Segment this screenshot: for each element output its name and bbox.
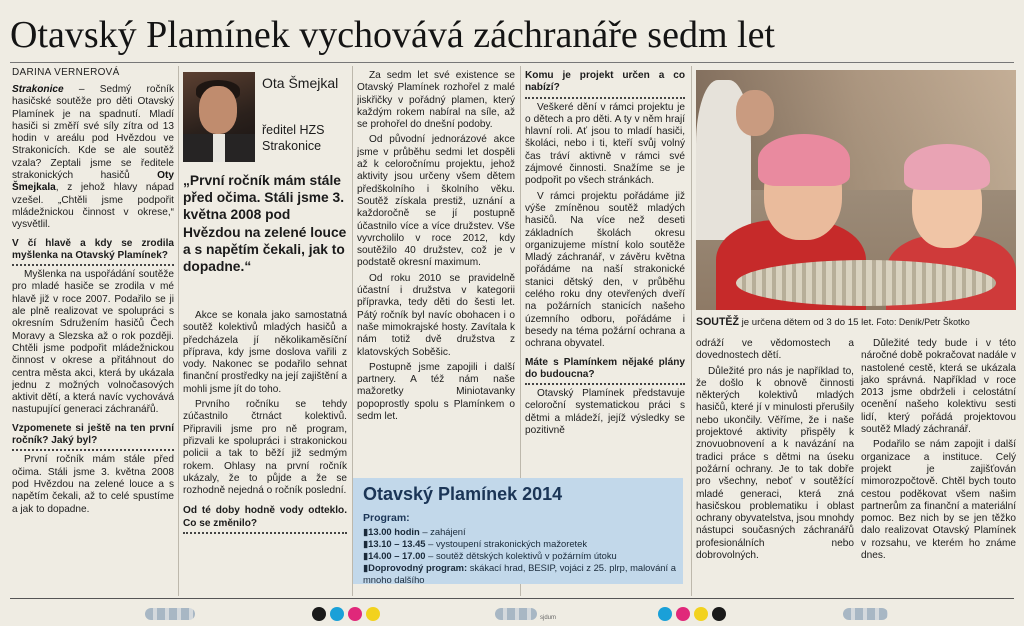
cyan-swatch bbox=[330, 607, 344, 621]
article-column-3 bbox=[357, 70, 515, 475]
program-row: ▮14.00 – 17.00 – soutěž dětských kolektivů v požárním útoku bbox=[363, 550, 617, 561]
registration-bar bbox=[843, 608, 888, 620]
lead-name: Oty Šmejkala bbox=[12, 170, 174, 194]
caption-bold: SOUTĚŽ bbox=[696, 316, 739, 328]
paragraph: Prvního ročníku se tehdy zúčastnilo čtrnáct kolektivů. Připravili jsme pro ně program, přizvali ke spolupráci i strakonickou policii a tak to běží již sedmým rokem. Ohlasy na první ročník ukázaly, že to půjde a že se rozhodně nejedná o ročník poslední. bbox=[183, 399, 347, 497]
portrait-photo bbox=[183, 72, 255, 162]
question-5: Máte s Plamínkem nějaké plány do budoucna? bbox=[525, 357, 685, 386]
paragraph: V rámci projektu pořádáme již výše zmíněnou soutěž mladých hasičů. Na více než deseti základních školách okresu organizujeme místní kolo soutěže Mladý záchranář, v závěru května pořádáme na naší strakonické stanici dětský den, v průběhu celého roku dny otevřených dveří na požárních stanicích našeho územního odboru, pořádáme i besedy na téma požární ochrana a ochrana obyvatel. bbox=[525, 190, 685, 350]
article-column-1 bbox=[12, 84, 174, 594]
print-mark: sjdum bbox=[540, 615, 557, 621]
registration-bar bbox=[495, 608, 537, 620]
program-box bbox=[353, 478, 683, 584]
article-column-4 bbox=[525, 70, 685, 475]
photo-caption bbox=[696, 316, 970, 328]
headline: Otavský Plamínek vychovává záchranáře sedm let bbox=[10, 14, 775, 56]
lead-text: – Sedmý ročník hasičské soutěže pro děti Otavský Plamínek je na spadnutí. Mladí hasiči si změří své síly zítra od 13 hodin v areálu pod Hvězdou ve Strakonicích. Kde se ale soutěž vzala? Zeptali jsme se ředitele strakonických hasičů bbox=[12, 84, 174, 182]
article-column-2 bbox=[183, 310, 347, 594]
interviewee-role: ředitel HZS Strakonice bbox=[262, 123, 325, 153]
bottom-rule bbox=[10, 598, 1014, 599]
black-swatch bbox=[712, 607, 726, 621]
program-row: ▮13.00 hodin – zahájení bbox=[363, 526, 466, 537]
yellow-swatch bbox=[366, 607, 380, 621]
paragraph: Od roku 2010 se pravidelně účastní i družstva v kategorii přípravka, tedy děti do šesti let. Pátý ročník byl navíc obohacen i o naše mimokrajské hosty. Zavítala k nám totiž dvě družstva z klatovských Soběšic. bbox=[357, 272, 515, 358]
column-divider bbox=[691, 66, 692, 596]
answer-2: První ročník mám stále před očima. Stáli jsme 3. května 2008 pod Hvězdou na zelené louce a s napětím čekali, až to celé spustíme a jak to dopadne. bbox=[12, 454, 174, 515]
paragraph: Postupně jsme zapojili i další partnery. A též nám naše mažoretky Miniotavanky popoprostly spolu s Plamínkem o sedm let. bbox=[357, 361, 515, 423]
magenta-swatch bbox=[676, 607, 690, 621]
paragraph: Podařilo se nám zapojit i další organizace a instituce. Celý projekt je zajišťován mimorozpočtově. Chtěl bych touto cestou poděkovat všem našim partnerům za finanční a materiální pomoc. Bez nich by se jen těžko dalo realizovat Otavský Plamínek v rozsahu, ve kterém ho známe dnes. bbox=[861, 439, 1016, 562]
lead-place: Strakonice bbox=[12, 84, 64, 95]
question-4: Komu je projekt určen a co nabízí? bbox=[525, 70, 685, 99]
children-photo bbox=[696, 70, 1016, 310]
cyan-swatch bbox=[658, 607, 672, 621]
lead-paragraph bbox=[12, 84, 174, 232]
article-column-5 bbox=[696, 338, 854, 594]
answer-1: Myšlenka na uspořádání soutěže pro mladé hasiče se zrodila v mé hlavě již v roce 2007. Podařilo se ji ale plně realizovat ve spolupráci s okresním Sdružením hasičů Čech Moravy a Slezska až o rok později. Chtěli jsme podpořit mládežnickou činnost v okrese a přitáhnout do centra města akci, která by ukázala jednu z možných volnočasových aktivit dětí, a která navíc vychovává nastupující generaci záchranářů. bbox=[12, 269, 174, 416]
paragraph: Za sedm let své existence se Otavský Plamínek rozhořel z malé jiskřičky v pořádný plamen, který každým rokem nabíral na síle, až se prohořel do dnešní podoby. bbox=[357, 70, 515, 131]
program-title: Otavský Plamínek 2014 bbox=[363, 484, 563, 504]
paragraph: Veškeré dění v rámci projektu je o dětech a pro děti. A ty v něm hrají hlavní roli. Ať jsou to mladí hasiči, školáci, nebo i ti, kteří svůj volný čas tráví aktivně v rámci své zájmové činnosti. Snažíme se je podpořit po všech stránkách. bbox=[525, 101, 685, 187]
paragraph: Otavský Plamínek představuje celoroční systematickou práci s dětmi a mládeží, jejíž výsledky se pozitivně bbox=[525, 388, 685, 437]
interviewee-name: Ota Šmejkal bbox=[262, 75, 339, 91]
yellow-swatch bbox=[694, 607, 708, 621]
registration-bar bbox=[145, 608, 195, 620]
program-row: ▮13.10 – 13.45 – vystoupení strakonických mažoretek bbox=[363, 538, 588, 549]
paragraph: Důležité pro nás je například to, že došlo k obnově činnosti některých kolektivů mladých hasičů, které jí v minulosti přerušily nebo ukončily. Věříme, že i naše projektové aktivity přispěly k znovuobnovení a k navázání na tradici práce s dětmi na úseku požární ochrany. Je to tak dobře pro všechny, neboť v soutěžící mladé generaci, která zná hasičskou problematiku i oblast ochrany obyvatelstva, jsou mnohdy nástupci současných záchranářů profesionálních nebo dobrovolných. bbox=[696, 365, 854, 562]
paragraph: Důležité tedy bude i v této náročné době pokračovat nadále v nastolené cestě, která se ukázala jako správná. Například v roce 2013 jsme obdrželi i celostátní ocenění našeho kolektivu sesti lidí, který pořádá projektovou soutěž Mladý záchranář. bbox=[861, 338, 1016, 436]
photo-credit: Foto: Deník/Petr Škotko bbox=[873, 317, 970, 327]
paragraph: odráží ve vědomostech a dovednostech dětí. bbox=[696, 338, 854, 362]
question-1: V čí hlavě a kdy se zrodila myšlenka na Otavský Plamínek? bbox=[12, 238, 174, 267]
caption-text: je určena dětem od 3 do 15 let. bbox=[738, 317, 874, 328]
column-divider bbox=[178, 66, 179, 596]
black-swatch bbox=[312, 607, 326, 621]
program-row: ▮Doprovodný program: skákací hrad, BESIP, vojáci z 25. plrp, malování a mnoho dalšího bbox=[363, 562, 676, 585]
program-label: Program: bbox=[363, 512, 410, 524]
paragraph: Od původní jednorázové akce jsme v průběhu sedmi let dospěli až k celoročnímu projektu, jehož aktivity jsou určeny všem dětem předškolního i školního věku. Soutěž získala prestiž, uznání a každoročně se jí postupně účastnilo více a více družstev. Vše vyvrcholilo v roce 2012, kdy soutěžilo 40 družstev, což je v podstatě okresní maximum. bbox=[357, 134, 515, 269]
paragraph: Akce se konala jako samostatná soutěž kolektivů mladých hasičů a předcházela jí několikaměsíční příprava, kdy jsme doslova vařili z vody. Nakonec se podařilo sehnat finanční prostředky na její zajištění a mohli jsme jít do toho. bbox=[183, 310, 347, 395]
question-3: Od té doby hodně vody odteklo. Co se změnilo? bbox=[183, 505, 347, 534]
top-rule bbox=[10, 62, 1014, 63]
lead-text-end: , z jehož hlavy nápad vzešel. „Chtěli jsme podpořit mládežnickou činnost v okrese,“ vysvětlil. bbox=[12, 182, 174, 231]
article-column-6 bbox=[861, 338, 1016, 594]
question-2: Vzpomenete si ještě na ten první ročník? Jaký byl? bbox=[12, 423, 174, 452]
author-byline: DARINA VERNEROVÁ bbox=[12, 67, 120, 78]
magenta-swatch bbox=[348, 607, 362, 621]
pull-quote: „První ročník mám stále před očima. Stáli jsme 3. května 2008 pod Hvězdou na zelené louce a s napětím čekali, jak to dopadne.“ bbox=[183, 173, 347, 275]
